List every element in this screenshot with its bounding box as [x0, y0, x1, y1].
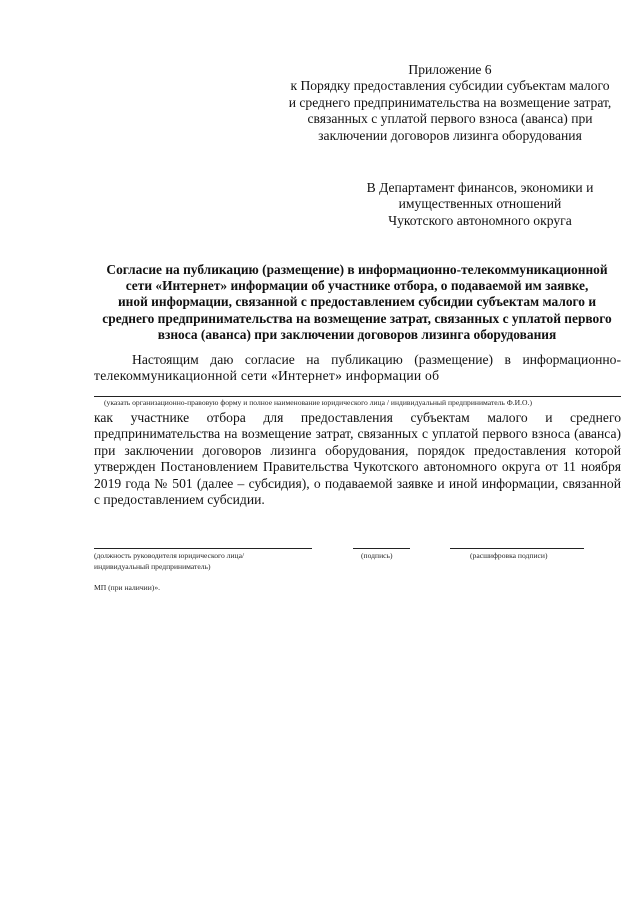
consent-line: 2019 года № 501 (далее – субсидия), о подаваемой заявке и иной информации, связанной: [94, 475, 621, 491]
signature-label: (подпись): [361, 551, 393, 560]
title-line: сети «Интернет» информации об участнике отбора, о подаваемой им заявке,: [125, 278, 589, 294]
appendix-line: связанных с уплатой первого взноса (аванса) при: [307, 111, 593, 127]
consent-line: с предоставлением субсидии.: [94, 492, 265, 508]
appendix-line: Приложение 6: [408, 62, 492, 77]
consent-body: [94, 410, 621, 508]
position-label: (должность руководителя юридического лица/: [94, 551, 245, 560]
title-line: среднего предпринимательства на возмещение затрат, связанных с уплатой первого: [102, 310, 612, 326]
addressee-block: [330, 180, 630, 229]
title-line: взноса (аванса) при заключении договоров лизинга оборудования: [157, 326, 557, 342]
appendix-line: заключении договоров лизинга оборудования: [318, 127, 582, 143]
signature-line: [353, 548, 410, 549]
organization-name-line: [94, 396, 621, 397]
appendix-line: и среднего предпринимательства на возмещение затрат,: [288, 94, 612, 110]
title-line: Согласие на публикацию (размещение) в информационно-телекоммуникационной: [106, 262, 608, 277]
consent-line: Настоящим даю согласие на публикацию (размещение) в информационно-: [132, 352, 621, 367]
addressee-line: В Департамент финансов, экономики и: [366, 180, 594, 195]
stamp-note: МП (при наличии)».: [94, 583, 161, 592]
addressee-line: Чукотского автономного округа: [388, 212, 572, 228]
consent-line: телекоммуникационной сети «Интернет» информации об: [94, 368, 440, 384]
consent-line: предпринимательства на возмещение затрат, связанных с уплатой первого взноса (аванса): [94, 426, 621, 442]
decoding-label: (расшифровка подписи): [470, 551, 548, 560]
title-line: иной информации, связанной с предоставлением субсидии субъектам малого и: [117, 294, 597, 310]
decoding-line: [450, 548, 584, 549]
consent-line: при заключении договоров лизинга оборудования, порядок предоставления которой: [94, 442, 621, 458]
organization-name-hint: (указать организационно-правовую форму и полное наименование юридического лица / индивидуальный предприниматель Ф.И.О.): [104, 398, 532, 407]
position-signature-line: [94, 548, 312, 549]
document-title: [92, 262, 622, 343]
appendix-line: к Порядку предоставления субсидии субъектам малого: [290, 78, 610, 94]
position-label: индивидуальный предприниматель): [94, 562, 211, 571]
appendix-header: [270, 62, 630, 144]
consent-line: как участнике отбора для предоставления субъектам малого и среднего: [94, 410, 621, 425]
consent-intro: [94, 352, 621, 385]
addressee-line: имущественных отношений: [398, 196, 562, 212]
consent-line: утвержден Постановлением Правительства Чукотского автономного округа от 11 ноября: [94, 459, 621, 475]
